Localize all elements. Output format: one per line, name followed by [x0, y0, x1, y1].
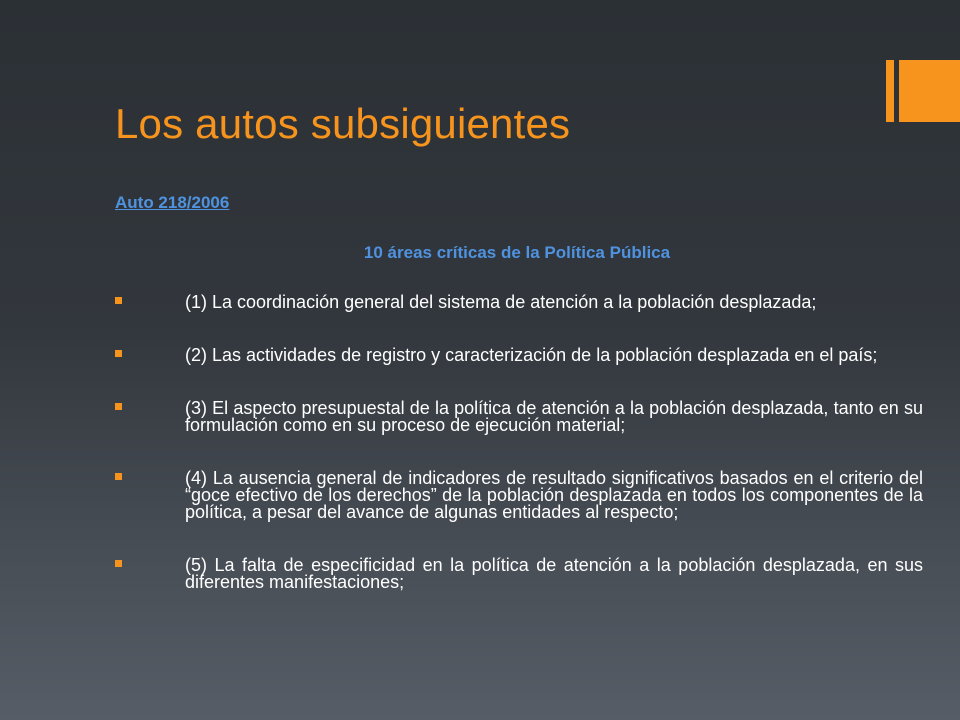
- list-item-text: (3) El aspecto presupuestal de la política de atención a la población desplazada, tanto en su formulación como en su proceso de ejecución material;: [185, 398, 923, 435]
- auto-218-2006-link[interactable]: Auto 218/2006: [115, 193, 230, 212]
- list-item: [115, 347, 923, 364]
- list-item-text: (5) La falta de especificidad en la política de atención a la población desplazada, en sus diferentes manifestaciones;: [185, 555, 923, 592]
- square-bullet-icon: [115, 350, 122, 357]
- decorative-accent-block: [899, 60, 960, 122]
- square-bullet-icon: [115, 403, 122, 410]
- list-item: [115, 470, 923, 521]
- list-item-text: (4) La ausencia general de indicadores de resultado significativos basados en el criterio del “goce efectivo de los derechos” de la población desplazada en todos los componentes de la política, a pesar del avance de algunas entidades al respecto;: [185, 468, 923, 522]
- list-item-text: (2) Las actividades de registro y caracterización de la población desplazada en el país;: [185, 345, 878, 365]
- square-bullet-icon: [115, 560, 122, 567]
- list-item: [115, 400, 923, 434]
- section-heading: 10 áreas críticas de la Política Pública: [363, 243, 671, 262]
- list-item: [115, 557, 923, 591]
- list-item: [115, 294, 923, 311]
- square-bullet-icon: [115, 297, 122, 304]
- slide-title: Los autos subsiguientes: [115, 100, 571, 147]
- square-bullet-icon: [115, 473, 122, 480]
- bullet-list: [115, 294, 923, 627]
- decorative-accent-bar: [886, 60, 894, 122]
- list-item-text: (1) La coordinación general del sistema de atención a la población desplazada;: [185, 292, 817, 312]
